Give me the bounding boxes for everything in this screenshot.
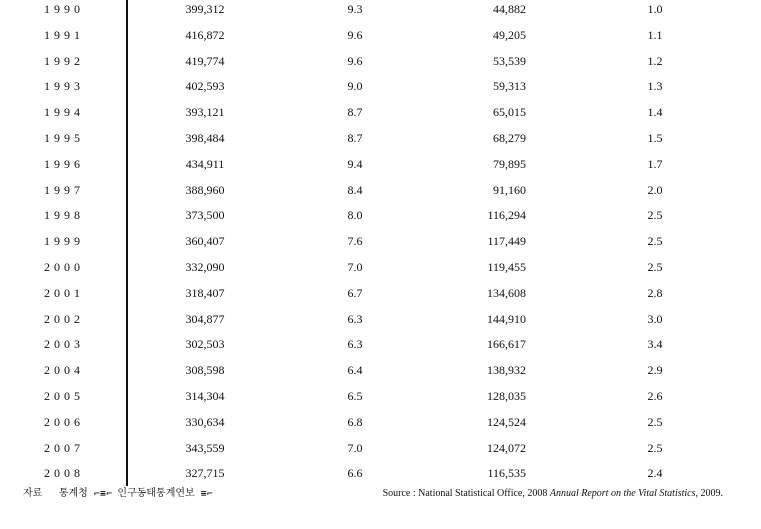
value-cell-1: 318,407 [185,285,225,300]
value-cell-1: 419,774 [185,53,225,68]
year-cell: 1991 [44,27,84,42]
value-cell-4: 3.0 [647,311,663,326]
value-cell-3: 91,160 [493,182,526,197]
table-row [0,177,761,203]
value-cell-2: 6.3 [347,337,363,352]
value-cell-2: 9.0 [347,79,363,94]
table-row [0,460,761,486]
year-cell: 2004 [44,363,84,378]
value-cell-3: 144,910 [487,311,526,326]
value-cell-2: 6.4 [347,363,363,378]
value-cell-4: 2.0 [647,182,663,197]
value-cell-1: 304,877 [185,311,225,326]
value-cell-1: 343,559 [185,440,225,455]
table-row [0,280,761,306]
value-cell-4: 2.5 [647,260,663,274]
value-cell-3: 138,932 [487,363,526,378]
value-cell-2: 9.6 [347,53,363,68]
value-cell-3: 59,313 [493,79,526,94]
value-cell-2: 7.6 [347,234,363,249]
table-row [0,0,761,22]
year-cell: 1996 [44,156,84,171]
value-cell-3: 128,035 [487,389,526,403]
value-cell-2: 7.0 [347,440,363,455]
value-cell-4: 1.5 [647,131,663,145]
title-close-mark: ≡⌐ [200,489,213,498]
year-cell: 2006 [44,414,84,429]
year-cell: 1997 [44,182,84,197]
source-ko-agency: 통계청 [58,488,88,499]
year-cell: 1993 [44,79,84,94]
value-cell-3: 116,294 [487,208,526,223]
table-row [0,383,761,409]
value-cell-3: 134,608 [487,285,526,300]
value-cell-3: 166,617 [487,337,526,352]
source-en-title: Annual Report on the Vital Statistics [549,488,696,499]
table-row [0,99,761,125]
table-row [0,48,761,74]
source-en-prefix: Source : National Statistical Office, 2008 [382,488,550,499]
value-cell-4: 1.1 [647,27,663,42]
value-cell-4: 2.5 [647,208,663,223]
table-row [0,73,761,99]
table-row [0,254,761,280]
value-cell-4: 1.3 [647,79,663,94]
value-cell-4: 1.0 [647,2,663,16]
value-cell-4: 1.2 [647,53,663,68]
value-cell-4: 3.4 [647,337,663,352]
value-cell-3: 65,015 [493,105,526,120]
source-korean [23,488,216,500]
value-cell-3: 119,455 [487,260,526,274]
value-cell-1: 373,500 [185,208,225,223]
year-cell: 1998 [44,208,84,223]
value-cell-2: 9.6 [347,27,363,42]
year-cell: 2003 [44,337,84,352]
value-cell-1: 308,598 [185,363,225,378]
source-note [0,488,761,508]
table-row [0,202,761,228]
value-cell-3: 44,882 [493,2,526,16]
value-cell-4: 2.9 [647,363,663,378]
value-cell-4: 2.5 [647,414,663,429]
value-cell-4: 2.5 [647,234,663,249]
year-cell: 1990 [44,2,84,16]
value-cell-2: 8.7 [347,131,363,145]
value-cell-3: 68,279 [493,131,526,145]
value-cell-2: 6.6 [347,466,363,481]
table-row [0,409,761,435]
value-cell-2: 6.7 [347,285,363,300]
year-cell: 1994 [44,105,84,120]
value-cell-4: 1.4 [647,105,663,120]
value-cell-2: 6.5 [347,389,363,403]
table-row [0,435,761,461]
year-cell: 1999 [44,234,84,249]
year-cell: 2002 [44,311,84,326]
year-cell: 2001 [44,285,84,300]
value-cell-3: 117,449 [487,234,526,249]
value-cell-2: 6.3 [347,311,363,326]
value-cell-3: 124,072 [487,440,526,455]
value-cell-1: 332,090 [185,260,225,274]
value-cell-1: 393,121 [185,105,225,120]
value-cell-1: 398,484 [185,131,225,145]
value-cell-1: 327,715 [185,466,225,481]
year-cell: 2005 [44,389,84,403]
value-cell-1: 399,312 [185,2,225,16]
source-ko-title: 인구동태통계연보 [117,488,195,499]
value-cell-2: 6.8 [347,414,363,429]
value-cell-1: 314,304 [185,389,225,403]
value-cell-4: 2.5 [647,440,663,455]
value-cell-4: 2.8 [647,285,663,300]
value-cell-4: 2.4 [647,466,663,481]
value-cell-2: 8.7 [347,105,363,120]
year-cell: 1995 [44,131,84,145]
value-cell-3: 53,539 [493,53,526,68]
value-cell-1: 416,872 [185,27,225,42]
title-open-mark: ⌐≡⌐ [93,489,112,498]
table-row [0,357,761,383]
value-cell-1: 388,960 [185,182,225,197]
table-row [0,228,761,254]
value-cell-3: 124,524 [487,414,526,429]
value-cell-2: 9.4 [347,156,363,171]
value-cell-3: 49,205 [493,27,526,42]
value-cell-1: 360,407 [185,234,225,249]
year-cell: 2000 [44,260,84,274]
value-cell-1: 330,634 [185,414,225,429]
value-cell-3: 116,535 [487,466,526,481]
table-row [0,306,761,332]
table-row [0,22,761,48]
table-row [0,331,761,357]
value-cell-4: 2.6 [647,389,663,403]
table-row [0,151,761,177]
value-cell-1: 402,593 [185,79,225,94]
value-cell-2: 8.4 [347,182,363,197]
source-ko-lead: 자료 [23,488,43,499]
value-cell-3: 79,895 [493,156,526,171]
table-row [0,125,761,151]
year-cell: 2008 [44,466,84,481]
value-cell-1: 434,911 [185,156,225,171]
source-english [383,488,723,500]
year-cell: 1992 [44,53,84,68]
value-cell-4: 1.7 [647,156,663,171]
value-cell-1: 302,503 [185,337,225,352]
value-cell-2: 7.0 [347,260,363,274]
value-cell-2: 8.0 [347,208,363,223]
value-cell-2: 9.3 [347,2,363,16]
year-cell: 2007 [44,440,84,455]
source-en-suffix: , 2009. [695,488,723,499]
